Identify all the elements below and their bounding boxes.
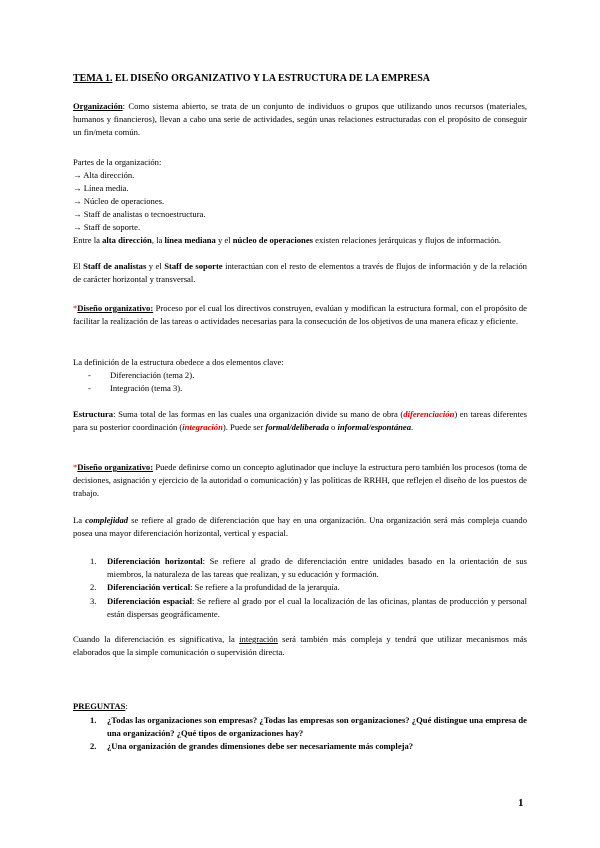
item-number: 2. (90, 741, 97, 751)
text-run: ). Puede ser (222, 422, 266, 432)
text-run: interactúan con el resto de elementos a través de flujos de información y de la relación de carácter horizontal y transversal. (73, 261, 527, 284)
text-run: existen relaciones jerárquicas y flujos de información. (312, 235, 502, 245)
diff-text: : Se refiere al grado por el cual la localización de las oficinas, plantas de producción y personal están dispersas geográficamente. (107, 596, 527, 619)
text-run: Cuando la diferenciación es significativa, la (73, 634, 240, 644)
asterisk: * (73, 462, 78, 472)
diseno-term: Diseño organizativo: (77, 462, 154, 472)
estructura-paragraph (73, 408, 527, 434)
diseno-paragraph-2 (73, 461, 527, 500)
preguntas-label: PREGUNTAS (73, 701, 126, 711)
partes-item: → Staff de analistas o tecnoestructura. (73, 209, 206, 219)
cuando-paragraph (73, 633, 527, 659)
defin-text: La definición de la estructura obedece a dos elementos clave: (73, 357, 284, 367)
diff-text: : Se refiere a la profundidad de la jerarquía. (190, 582, 340, 592)
partes-item: → Línea media. (73, 183, 129, 193)
integracion-term: integración (239, 634, 278, 644)
estructura-term: Estructura (73, 409, 114, 419)
text-run: Entre la (73, 235, 103, 245)
text-run: Proceso por el cual los directivos construyen, evalúan y modifican la estructura formal, con el propósito de facilitar la realización de las tareas o actividades necesarias para la consecución de los objetivos de una manera eficaz y eficiente. (73, 303, 527, 326)
question-item (90, 714, 527, 740)
question-text: ¿Todas las organizaciones son empresas? ¿Todas las empresas son organizaciones? ¿Qué distingue una empresa de una organización? ¿Qué tipos de organizaciones hay? (107, 715, 527, 738)
diseno-paragraph-1 (73, 302, 527, 328)
formal-term: formal/deliberada (265, 422, 329, 432)
relations-paragraph-2 (73, 260, 527, 286)
text-run: , la (151, 235, 165, 245)
partes-item: → Staff de soporte. (73, 222, 141, 232)
diff-item (90, 555, 527, 581)
question-item (90, 740, 527, 753)
dash: - (88, 383, 91, 393)
text-run: y el (146, 261, 165, 271)
org-term: Organización (73, 101, 123, 111)
complejidad-term: complejidad (85, 515, 129, 525)
defin-item (88, 369, 194, 382)
org-paragraph (73, 100, 527, 139)
page-number: 1 (518, 797, 524, 809)
text-run: ) en tareas diferentes para su posterior coordinación ( (73, 409, 527, 432)
preguntas-heading (73, 700, 527, 713)
item-number: 1. (90, 556, 97, 566)
diff-term: Diferenciación vertical (107, 582, 191, 592)
complejidad-paragraph (73, 514, 527, 540)
text-run: será también más compleja y tendrá que utilizar mecanismos más elaborados que la simple comunicación o supervisión directa. (73, 634, 527, 657)
text-run: se refiere al grado de diferenciación que hay en una organización. Una organización será más compleja cuando posea una mayor diferenciación horizontal, vertical y espacial. (73, 515, 527, 538)
text-run: . (411, 422, 414, 432)
diff-term: Diferenciación espacial (107, 596, 193, 606)
diff-item (90, 581, 527, 594)
item-number: 2. (90, 582, 97, 592)
relations-paragraph-1 (73, 234, 527, 247)
bold-run: núcleo de operaciones (232, 235, 313, 245)
diseno-term: Diseño organizativo: (77, 303, 154, 313)
defin-item (88, 382, 182, 395)
text-run: : Suma total de las formas en las cuales una organización divide su mano de obra ( (113, 409, 404, 419)
bold-run: línea mediana (164, 235, 216, 245)
informal-term: informal/espontánea (337, 422, 412, 432)
text-run: El (73, 261, 84, 271)
text-run: y el (215, 235, 233, 245)
text-run: o (328, 422, 338, 432)
partes-item: → Núcleo de operaciones. (73, 196, 165, 206)
bold-run: Staff de soporte (164, 261, 223, 271)
dash: - (88, 370, 91, 380)
integracion-term: integración (182, 422, 223, 432)
colon: : (125, 701, 128, 711)
question-text: ¿Una organización de grandes dimensiones debe ser necesariamente más compleja? (107, 741, 414, 751)
bold-run: alta dirección (102, 235, 152, 245)
text-run: La (73, 515, 86, 525)
title-prefix: TEMA 1. (73, 73, 113, 84)
title-text: EL DISEÑO ORGANIZATIVO Y LA ESTRUCTURA DE LA EMPRESA (112, 73, 431, 84)
partes-heading: Partes de la organización: (73, 157, 162, 167)
org-def: : Como sistema abierto, se trata de un conjunto de individuos o grupos que utilizando unos recursos (materiales, humanos y financieros), llevan a cabo una serie de actividades, según unas relaciones estructuradas con el propósito de conseguir un fin/meta común. (73, 101, 527, 137)
diff-text: : Se refiere al grado de diferenciación entre unidades basado en la orientación de sus miembros, la naturaleza de las tareas que realizan, y su educación y formación. (107, 556, 527, 579)
asterisk: * (73, 303, 78, 313)
text-run: Puede definirse como un concepto aglutinador que incluye la estructura pero también los procesos (toma de decisiones, asignación y ejercicio de la autoridad o comunicación) y las políticas de RRHH, que reflejen el diseño de los puestos de trabajo. (73, 462, 528, 498)
bold-run: Staff de analistas (83, 261, 147, 271)
defin-item-text: Diferenciación (tema 2). (110, 370, 195, 380)
diferenciacion-term: diferenciación (403, 409, 455, 419)
partes-item: → Alta dirección. (73, 170, 135, 180)
diff-item (90, 595, 527, 621)
diff-term: Diferenciación horizontal (107, 556, 203, 566)
defin-item-text: Integración (tema 3). (110, 383, 183, 393)
item-number: 1. (90, 715, 97, 725)
item-number: 3. (90, 596, 97, 606)
page-title (73, 72, 527, 85)
